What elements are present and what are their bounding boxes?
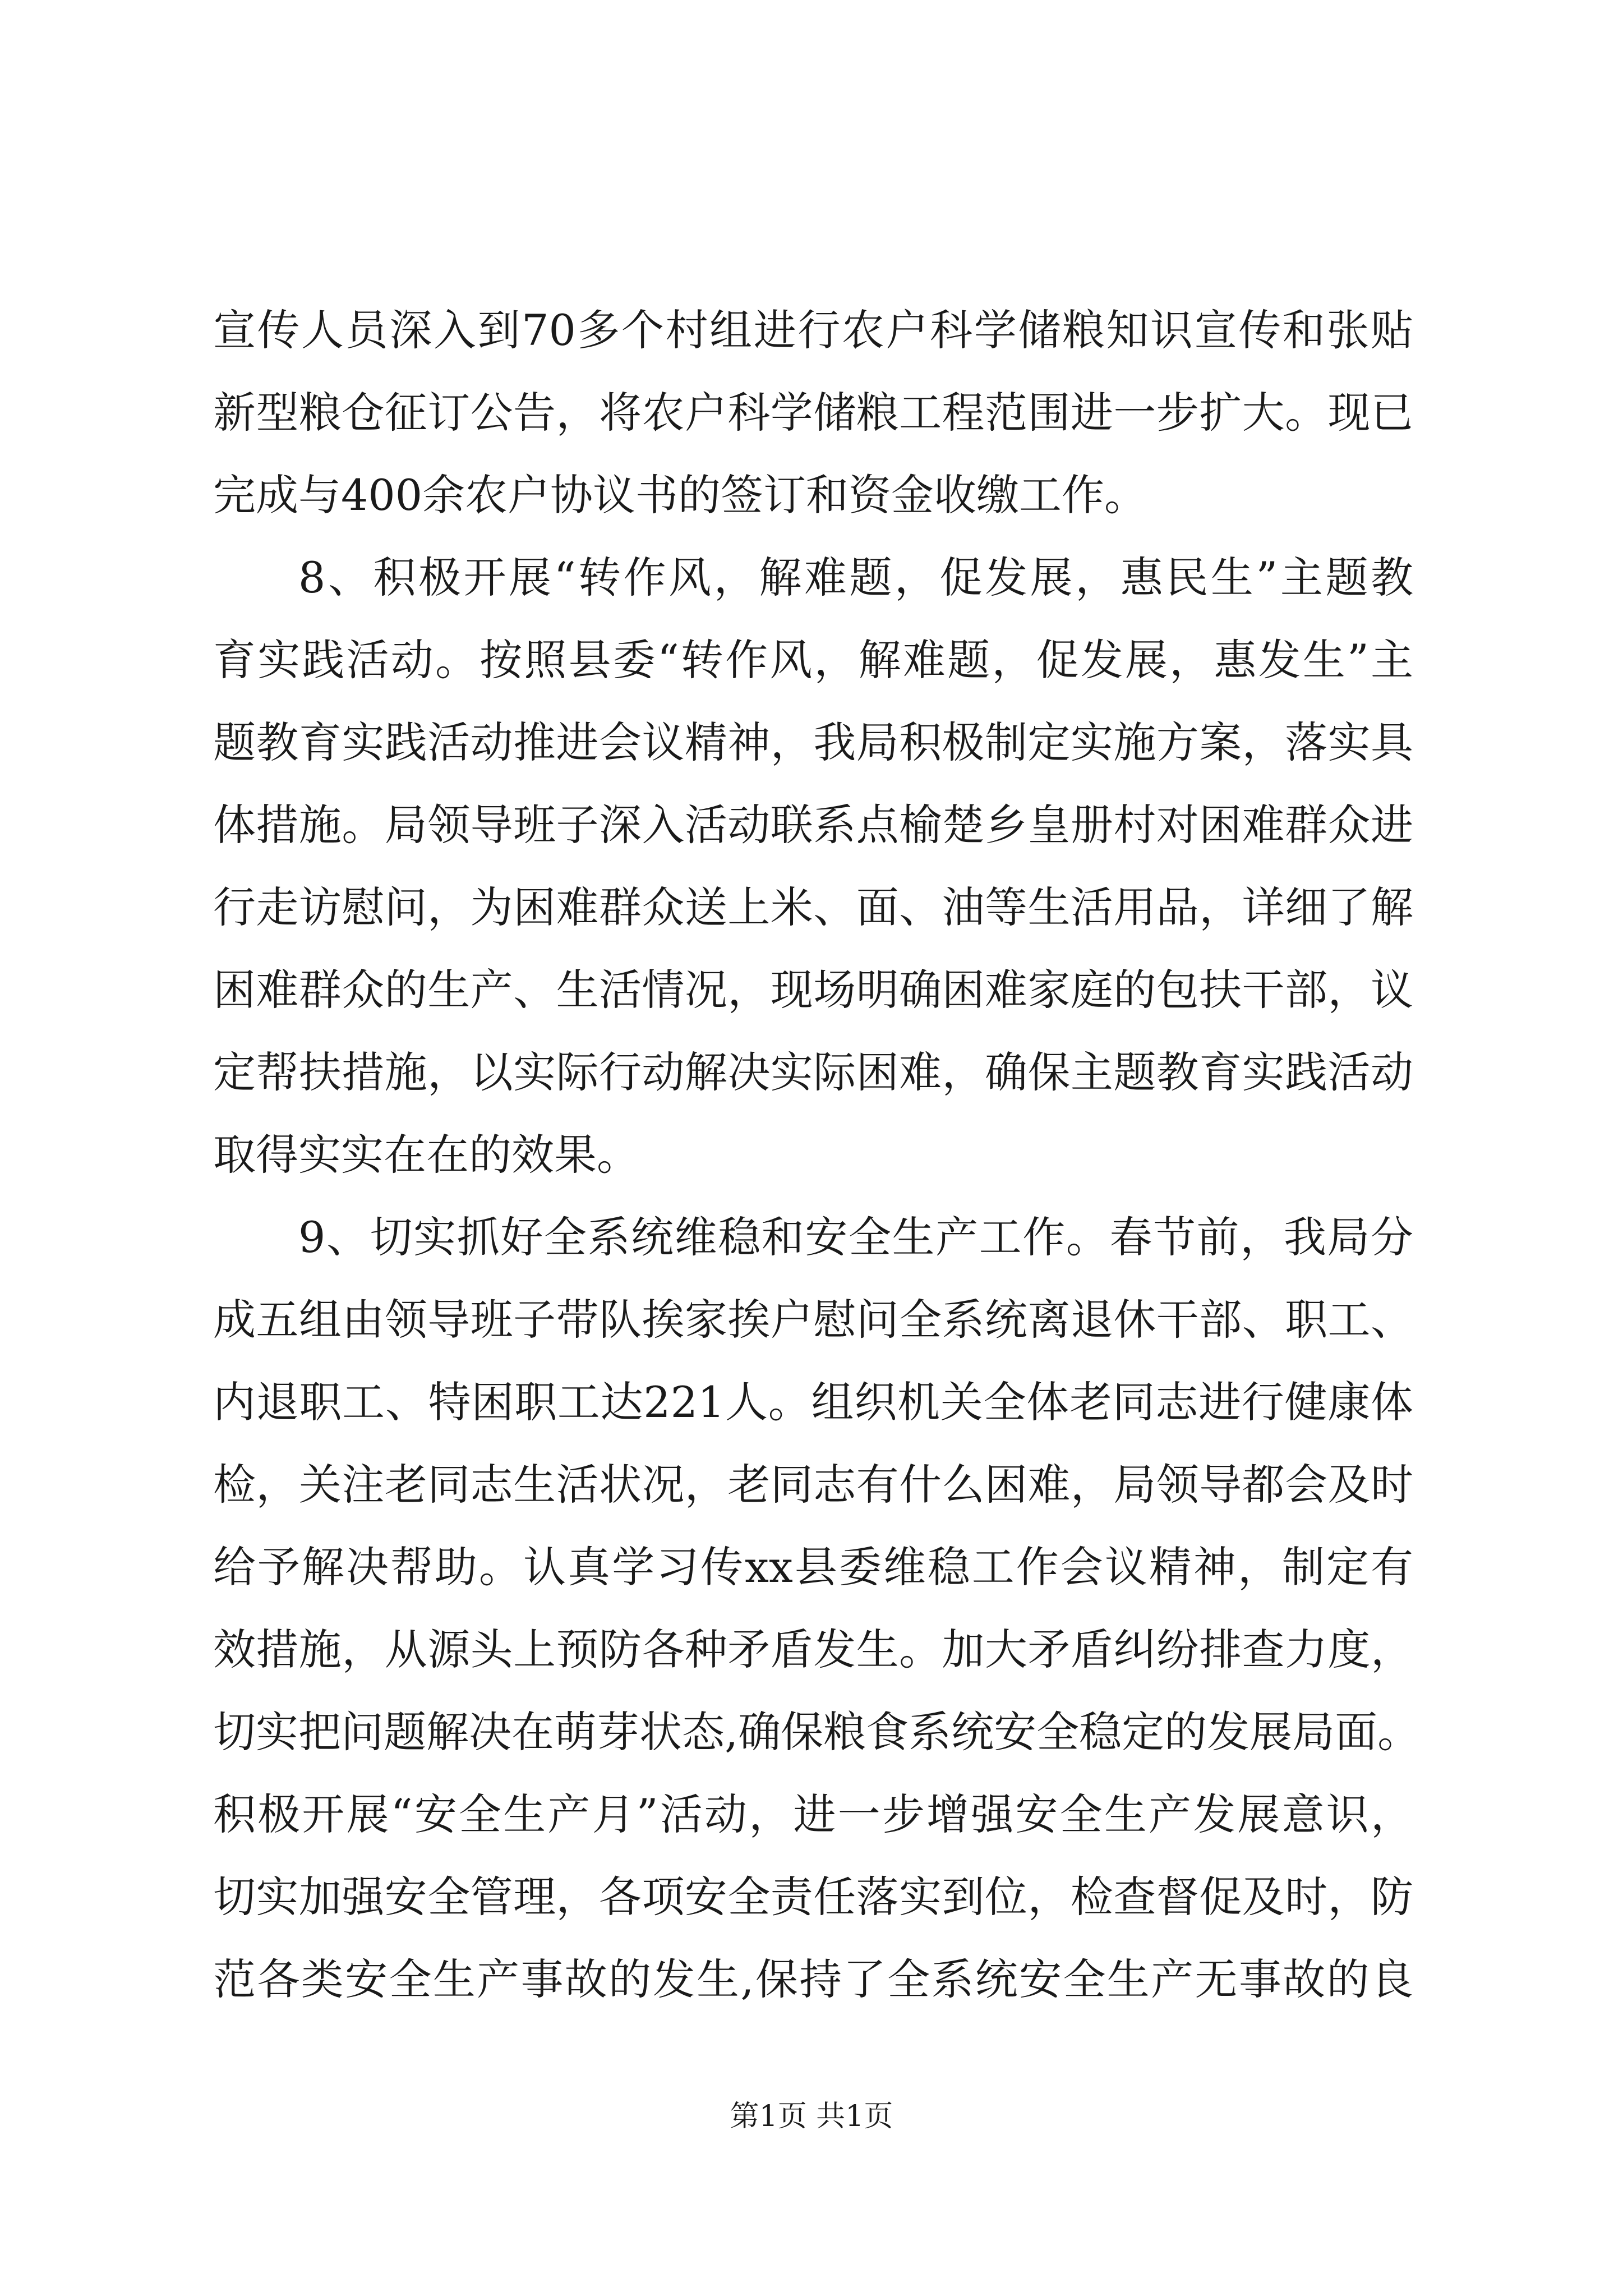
text-line: 体措施。局领导班子深入活动联系点榆楚乡皇册村对困难群众进 [213,800,1413,850]
document-body [213,289,1421,2021]
text-line: 新型粮仓征订公告，将农户科学储粮工程范围进一步扩大。现已 [213,388,1413,438]
text-line: 积极开展“安全生产月”活动，进一步增强安全生产发展意识， [213,1789,1413,1839]
text-line: 宣传人员深入到70多个村组进行农户科学储粮知识宣传和张贴 [213,305,1413,355]
text-line: 取得实实在在的效果。 [213,1130,639,1180]
text-line: 成五组由领导班子带队挨家挨户慰问全系统离退休干部、职工、 [213,1295,1413,1345]
text-line: 题教育实践活动推进会议精神，我局积极制定实施方案，落实具 [213,717,1413,767]
text-line: 效措施，从源头上预防各种矛盾发生。加大矛盾纠纷排查力度， [213,1625,1413,1674]
text-line: 切实把问题解决在萌芽状态,确保粮食系统安全稳定的发展局面。 [213,1707,1421,1757]
text-line: 完成与400余农户协议书的签订和资金收缴工作。 [213,470,1147,520]
text-line: 范各类安全生产事故的发生,保持了全系统安全生产无事故的良 [213,1954,1413,2004]
text-line: 内退职工、特困职工达221人。组织机关全体老同志进行健康体 [213,1377,1413,1427]
text-line: 检，关注老同志生活状况，老同志有什么困难，局领导都会及时 [213,1460,1413,1510]
text-line: 切实加强安全管理，各项安全责任落实到位，检查督促及时，防 [213,1872,1413,1922]
text-line: 育实践活动。按照县委“转作风，解难题，促发展，惠发生”主 [213,635,1413,685]
text-line: 定帮扶措施，以实际行动解决实际困难，确保主题教育实践活动 [213,1047,1413,1097]
paragraph-9-start: 9、切实抓好全系统维稳和安全生产工作。春节前，我局分 [298,1212,1413,1262]
page-number-footer: 第1页 共1页 [730,2100,893,2133]
text-line: 行走访慰问，为困难群众送上米、面、油等生活用品，详细了解 [213,882,1413,932]
paragraph-8-start: 8、积极开展“转作风，解难题，促发展，惠民生”主题教 [298,553,1413,602]
text-line: 困难群众的生产、生活情况，现场明确困难家庭的包扶干部，议 [213,965,1413,1015]
text-line: 给予解决帮助。认真学习传xx县委维稳工作会议精神，制定有 [213,1542,1413,1592]
